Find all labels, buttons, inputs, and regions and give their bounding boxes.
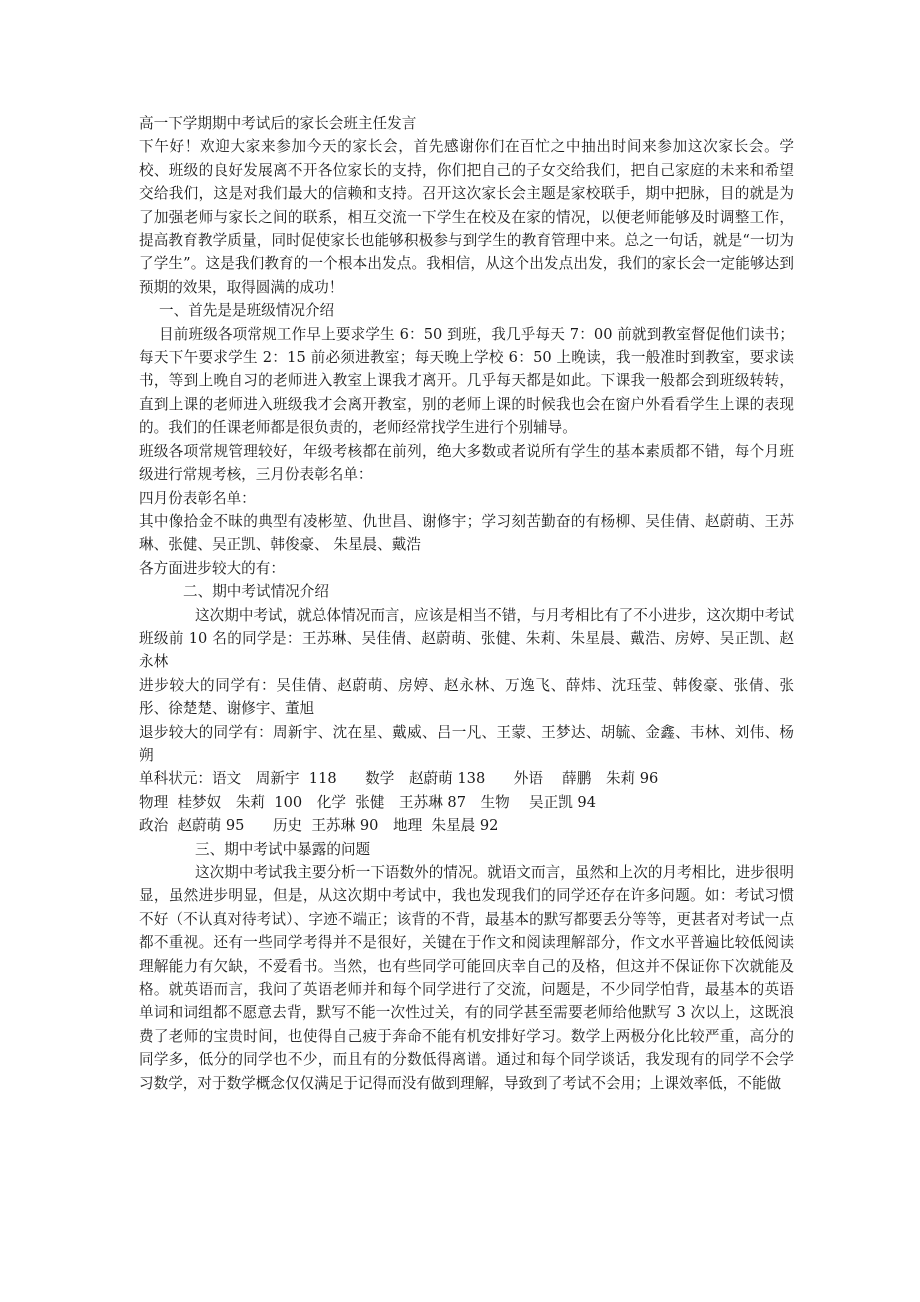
section1-paragraph-routine: 目前班级各项常规工作早上要求学生 6：50 到班，我几乎每天 7：00 前就到教室督促他们读书；每天下午要求学生 2：15 前必须进教室；每天晚上学校 6：50 上晚读，我一般准时到教室，要求读书，等到上晚自习的老师进入教室上课我才离开。几乎每天都是如此。下课我一般都会到班级转转，直到上课的老师进入班级我才会离开教室，别的老师上课的时候我也会在窗户外看看学生上课的表现的。我们的任课老师都是很负责的，老师经常找学生进行个别辅导。 xyxy=(139,325,794,437)
document-title: 高一下学期期中考试后的家长会班主任发言 xyxy=(139,115,417,132)
section3-paragraph-problems: 这次期中考试我主要分析一下语数外的情况。就语文而言，虽然和上次的月考相比，进步很明显，虽然进步明显，但是，从这次期中考试中，我也发现我们的同学还存在许多问题。如：考试习惯不好（不认真对待考试）、字迹不端正；该背的不背，最基本的默写都要丢分等等，更甚者对考试一点都不重视。还有一些同学考得并不是很好，关键在于作文和阅读理解部分，作文水平普遍比较低阅读理解能力有欠缺，不爱看书。当然，也有些同学可能回庆幸自己的及格，但这并不保证你下次就能及格。就英语而言，我问了英语老师并和每个同学进行了交流，问题是，不少同学怕背，最基本的英语单词和词组都不愿意去背，默写不能一次性过关，有的同学甚至需要老师给他默写 3 次以上，这既浪费了老师的宝贵时间，也使得自己疲于奔命不能有机安排好学习。数学上两极分化比较严重，高分的同学多，低分的同学也不少，而且有的分数低得离谱。通过和每个同学谈话，我发现有的同学不会学习数学，对于数学概念仅仅满足于记得而没有做到理解，导致到了考试不会用；上课效率低，不能做 xyxy=(139,864,794,1092)
section1-heading: 一、首先是是班级情况介绍 xyxy=(159,302,335,320)
improved-students: 进步较大的同学有：吴佳倩、赵蔚萌、房婷、赵永林、万逸飞、薛炜、沈珏莹、韩俊豪、张倩、张彤、徐楚楚、谢修宇、董旭 xyxy=(139,676,794,718)
section2-paragraph-summary: 这次期中考试，就总体情况而言，应该是相当不错，与月考相比有了不小进步，这次期中考试班级前 10 名的同学是：王苏琳、吴佳倩、赵蔚萌、张健、朱莉、朱星晨、戴浩、房婷、吴正凯、赵永林 xyxy=(139,606,794,671)
declined-students: 退步较大的同学有：周新宇、沈在星、戴威、吕一凡、王蒙、王梦达、胡毓、金鑫、韦林、刘伟、杨朔 xyxy=(139,723,794,764)
section2-heading: 二、期中考试情况介绍 xyxy=(183,583,329,601)
subject-top-line-1: 单科状元：语文 周新宇 118 数学 赵蔚萌 138 外语 薛鹏 朱莉 96 xyxy=(139,770,659,788)
section3-heading: 三、期中考试中暴露的问题 xyxy=(195,840,371,858)
april-praise-label: 四月份表彰名单： xyxy=(139,489,256,507)
praise-list: 其中像拾金不昧的典型有凌彬堃、仇世昌、谢修宇；学习刻苦勤奋的有杨柳、吴佳倩、赵蔚萌、王苏琳、张健、吴正凯、韩俊豪、 朱星晨、戴浩 xyxy=(139,512,794,554)
subject-top-line-2: 物理 桂梦奴 朱莉 100 化学 张健 王苏琳 87 生物 吴正凯 94 xyxy=(139,793,596,811)
progress-label: 各方面进步较大的有： xyxy=(139,559,285,577)
subject-top-line-3: 政治 赵蔚萌 95 历史 王苏琳 90 地理 朱星晨 92 xyxy=(139,817,499,835)
document-body xyxy=(139,112,794,1095)
intro-paragraph: 下午好！欢迎大家来参加今天的家长会，首先感谢你们在百忙之中抽出时间来参加这次家长会。学校、班级的良好发展离不开各位家长的支持，你们把自己的子女交给我们，把自己家庭的未来和希望交给我们，这是对我们最大的信赖和支持。召开这次家长会主题是家校联手，期中把脉，目的就是为了加强老师与家长之间的联系，相互交流一下学生在校及在家的情况，以便老师能够及时调整工作，提高教育教学质量，同时促使家长也能够积极参与到学生的教育管理中来。总之一句话，就是“一切为了学生”。这是我们教育的一个根本出发点。我相信，从这个出发点出发，我们的家长会一定能够达到预期的效果，取得圆满的成功！ xyxy=(139,138,794,296)
section1-paragraph-management: 班级各项常规管理较好，年级考核都在前列，绝大多数或者说所有学生的基本素质都不错，每个月班级进行常规考核，三月份表彰名单： xyxy=(139,442,794,484)
